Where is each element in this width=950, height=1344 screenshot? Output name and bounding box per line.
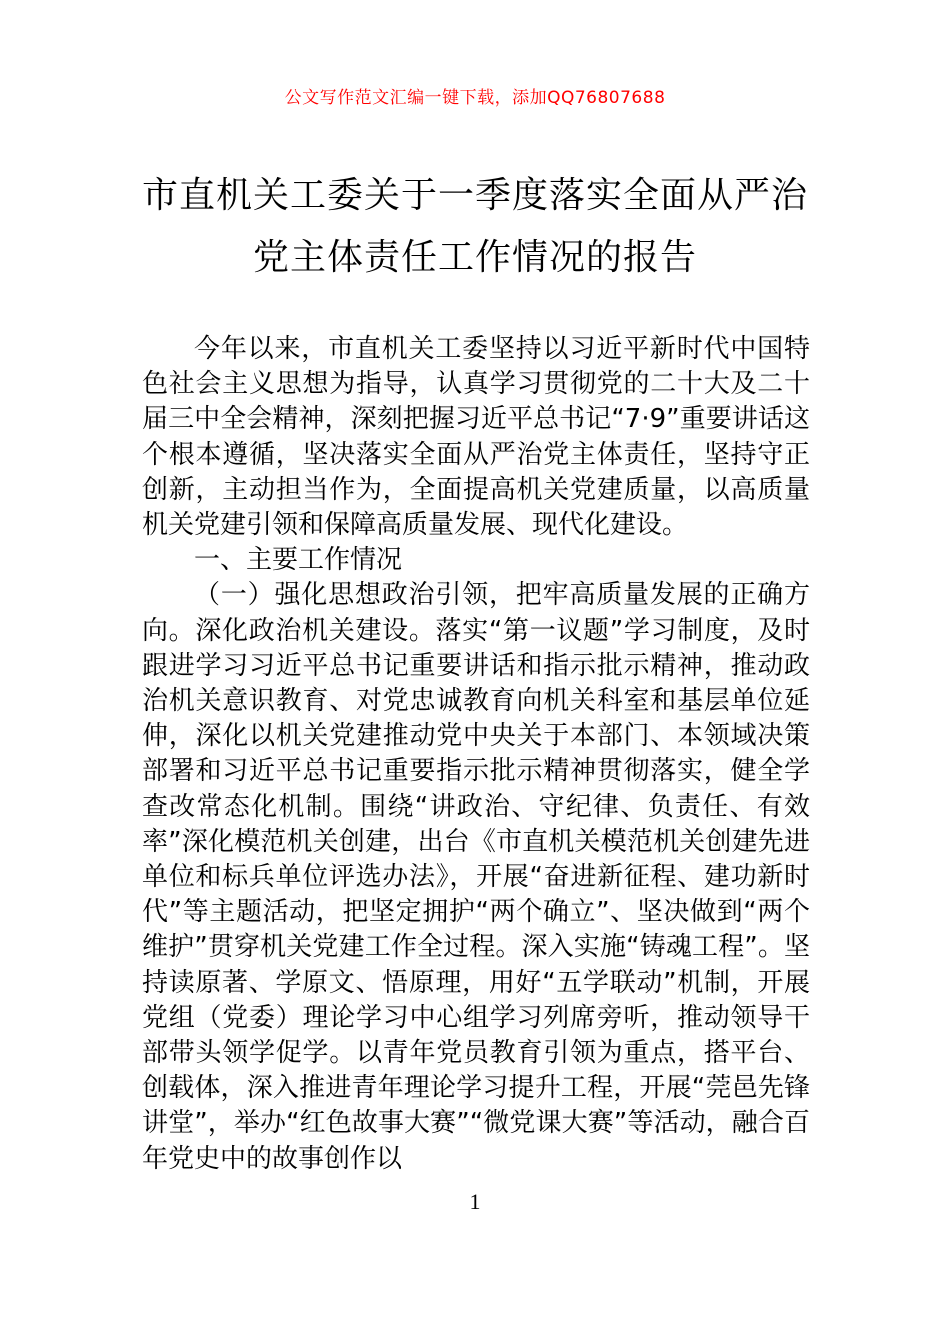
section-heading: 一、主要工作情况 xyxy=(194,545,403,576)
subsection-paragraph: （一）强化思想政治引领，把牢高质量发展的正确方向。深化政治机关建设。落实“第一议题”学习制度，及时跟进学习习近平总书记重要讲话和指示批示精神，推动政治机关意识教育、对党忠诚教育向机关科室和基层单位延伸，深化以机关党建推动党中央关于本部门、本领域决策部署和习近平总书记重要指示批示精神贯彻落实，健全学查改常态化机制。围绕“讲政治、守纪律、负责任、有效率”深化模范机关创建，出台《市直机关模范机关创建先进单位和标兵单位评选办法》，开展“奋进新征程、建功新时代”等主题活动，把坚定拥护“两个确立”、坚决做到“两个维护”贯穿机关党建工作全过程。深入实施“铸魂工程”。坚持读原著、学原文、悟原理，用好“五学联动”机制，开展党组（党委）理论学习中心组学习列席旁听，推动领导干部带头领学促学。以青年党员教育引领为重点，搭平台、创载体，深入推进青年理论学习提升工程，开展“莞邑先锋讲堂”，举办“红色故事大赛”“微党课大赛”等活动，融合百年党史中的故事创作以 xyxy=(142,580,810,1174)
document-title-line-1: 市直机关工委关于一季度落实全面从严治 xyxy=(141,175,808,216)
document-title-line-2: 党主体责任工作情况的报告 xyxy=(252,237,697,278)
header-ad-text: 公文写作范文汇编一键下载，添加QQ76807688 xyxy=(284,88,666,108)
document-body xyxy=(142,332,810,1177)
document-title xyxy=(140,165,810,289)
intro-paragraph: 今年以来，市直机关工委坚持以习近平新时代中国特色社会主义思想为指导，认真学习贯彻党的二十大及二十届三中全会精神，深刻把握习近平总书记“7·9”重要讲话这个根本遵循，坚决落实全面从严治党主体责任，坚持守正创新，主动担当作为，全面提高机关党建质量，以高质量机关党建引领和保障高质量发展、现代化建设。 xyxy=(142,334,810,541)
page-number: 1 xyxy=(469,1189,481,1214)
